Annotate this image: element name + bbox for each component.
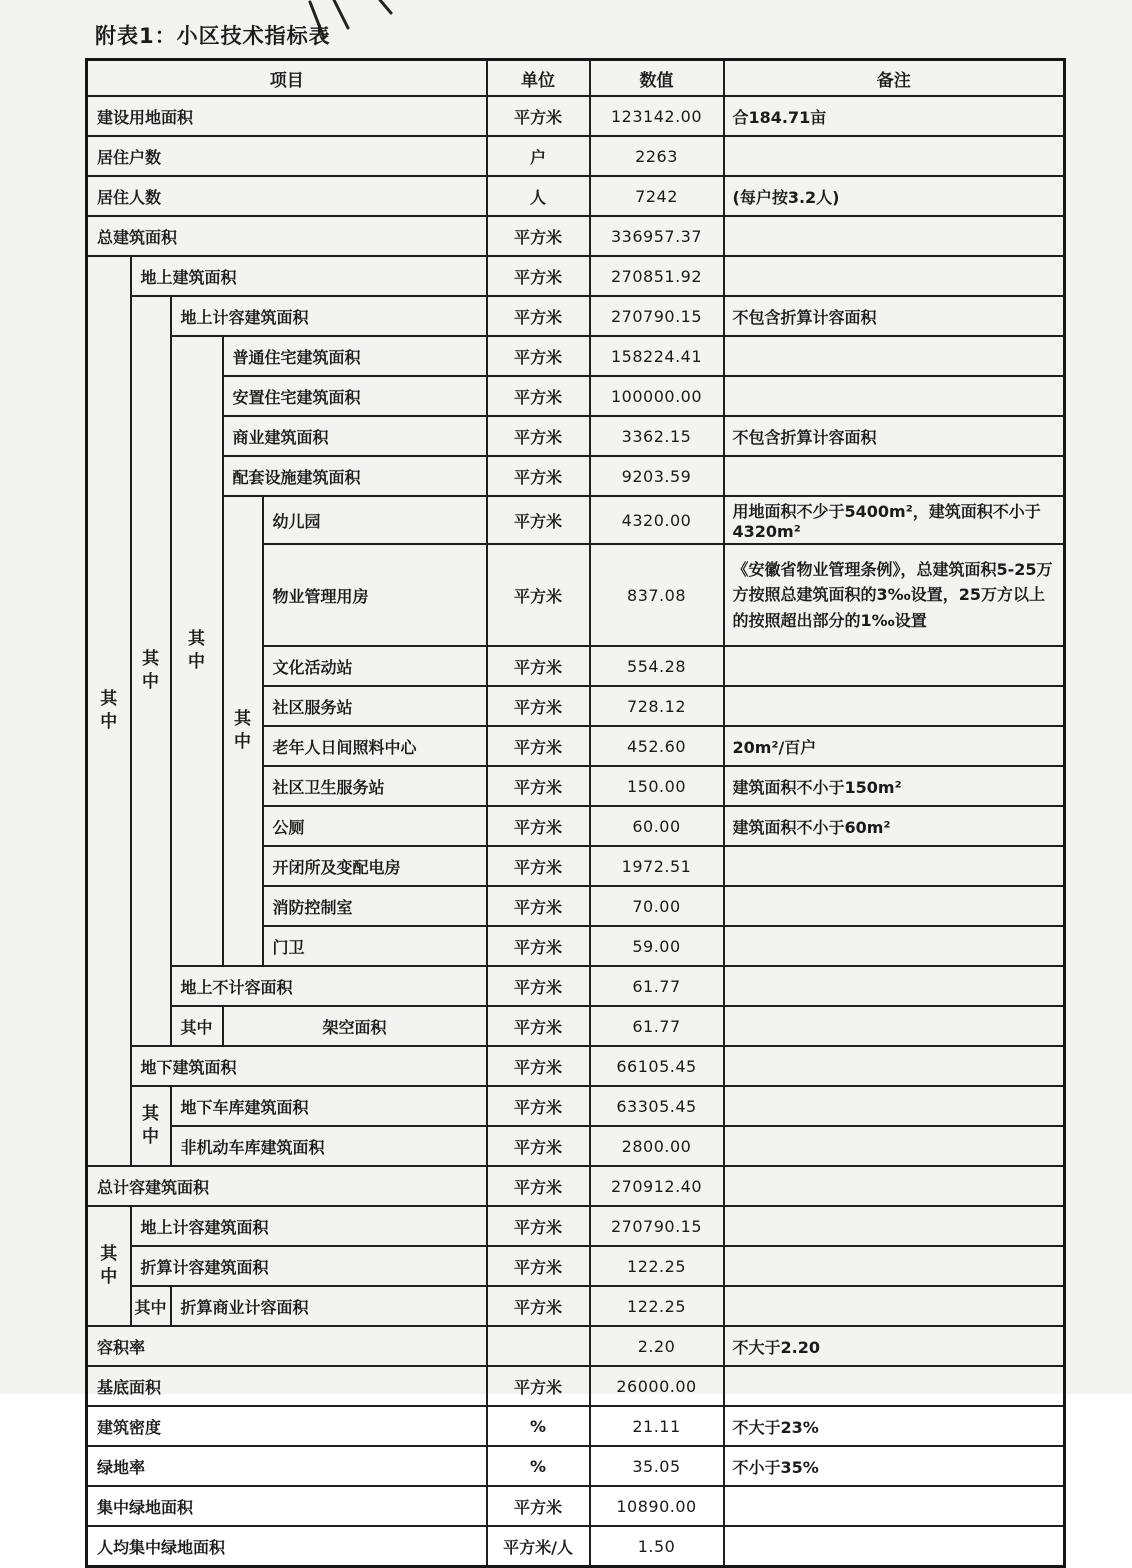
unit-cell: 平方米 [487,646,590,686]
unit-cell: 平方米 [487,1126,590,1166]
unit-cell: 平方米 [487,846,590,886]
value-cell: 2800.00 [590,1126,724,1166]
value-cell: 61.77 [590,1006,724,1046]
remark-cell [724,1366,1065,1406]
value-cell: 270912.40 [590,1166,724,1206]
unit-cell: 平方米 [487,456,590,496]
unit-cell: 平方米 [487,686,590,726]
item-cell: 架空面积 [223,1006,487,1046]
col-header-unit: 单位 [487,60,590,97]
unit-cell: 人 [487,176,590,216]
unit-cell: 平方米 [487,766,590,806]
page-title: 附表1：小区技术指标表 [95,24,331,48]
value-cell: 10890.00 [590,1486,724,1526]
merge-label-vertical: 其中 [87,1206,131,1326]
item-cell: 总建筑面积 [87,216,487,256]
table-row [87,456,1065,496]
merge-label-vertical: 其中 [87,256,131,1166]
item-cell: 安置住宅建筑面积 [223,376,487,416]
remark-cell [724,686,1065,726]
item-cell: 文化活动站 [263,646,487,686]
remark-cell: 不小于35% [724,1446,1065,1486]
remark-cell: 20m²/百户 [724,726,1065,766]
merge-label-vertical: 其中 [171,336,223,966]
value-cell: 123142.00 [590,96,724,136]
unit-cell [487,1326,590,1366]
unit-cell: 平方米 [487,256,590,296]
value-cell: 270790.15 [590,1206,724,1246]
col-header-remark: 备注 [724,60,1065,97]
item-cell: 建筑密度 [87,1406,487,1446]
value-cell: 35.05 [590,1446,724,1486]
value-cell: 60.00 [590,806,724,846]
col-header-value: 数值 [590,60,724,97]
remark-cell [724,1166,1065,1206]
item-cell: 地下车库建筑面积 [171,1086,487,1126]
unit-cell: 平方米 [487,416,590,456]
unit-cell: 平方米 [487,1086,590,1126]
table-row [87,136,1065,176]
value-cell: 63305.45 [590,1086,724,1126]
remark-cell [724,336,1065,376]
unit-cell: 户 [487,136,590,176]
item-cell: 集中绿地面积 [87,1486,487,1526]
unit-cell: 平方米 [487,216,590,256]
item-cell: 折算商业计容面积 [171,1286,487,1326]
unit-cell: 平方米 [487,1206,590,1246]
value-cell: 26000.00 [590,1366,724,1406]
unit-cell: 平方米 [487,1166,590,1206]
unit-cell: 平方米/人 [487,1526,590,1567]
table-row [87,966,1065,1006]
value-cell: 728.12 [590,686,724,726]
table-row [87,1446,1065,1486]
unit-cell: 平方米 [487,926,590,966]
unit-cell: 平方米 [487,806,590,846]
value-cell: 554.28 [590,646,724,686]
value-cell: 270790.15 [590,296,724,336]
item-cell: 总计容建筑面积 [87,1166,487,1206]
value-cell: 270851.92 [590,256,724,296]
table-row [87,1366,1065,1406]
unit-cell: 平方米 [487,544,590,646]
remark-cell: 建筑面积不小于60m² [724,806,1065,846]
item-cell: 门卫 [263,926,487,966]
unit-cell: 平方米 [487,1046,590,1086]
remark-cell [724,1206,1065,1246]
item-cell: 社区服务站 [263,686,487,726]
remark-cell [724,1526,1065,1567]
item-cell: 地上不计容面积 [171,966,487,1006]
remark-cell [724,1246,1065,1286]
remark-cell: (每户按3.2人) [724,176,1065,216]
table-row [87,336,1065,376]
unit-cell: 平方米 [487,496,590,544]
item-cell: 地上计容建筑面积 [131,1206,487,1246]
table-row [87,1126,1065,1166]
value-cell: 150.00 [590,766,724,806]
unit-cell: 平方米 [487,1286,590,1326]
value-cell: 122.25 [590,1286,724,1326]
indicators-table [85,58,1066,1568]
value-cell: 122.25 [590,1246,724,1286]
table-row [87,176,1065,216]
unit-cell: 平方米 [487,726,590,766]
unit-cell: 平方米 [487,1366,590,1406]
item-cell: 地下建筑面积 [131,1046,487,1086]
remark-cell: 用地面积不少于5400m²，建筑面积不小于4320m² [724,496,1065,544]
table-row [87,256,1065,296]
remark-cell [724,1286,1065,1326]
remark-cell [724,886,1065,926]
item-cell: 物业管理用房 [263,544,487,646]
unit-cell: 平方米 [487,1006,590,1046]
unit-cell: % [487,1446,590,1486]
table-row [87,1526,1065,1567]
remark-cell: 合184.71亩 [724,96,1065,136]
table-row [87,1046,1065,1086]
item-cell: 人均集中绿地面积 [87,1526,487,1567]
item-cell: 居住户数 [87,136,487,176]
remark-cell [724,256,1065,296]
unit-cell: 平方米 [487,886,590,926]
unit-cell: 平方米 [487,1486,590,1526]
remark-cell: 不大于23% [724,1406,1065,1446]
merge-label-inline: 其中 [131,1286,171,1326]
value-cell: 2.20 [590,1326,724,1366]
remark-cell: 不包含折算计容面积 [724,416,1065,456]
remark-cell [724,216,1065,256]
remark-cell: 《安徽省物业管理条例》，总建筑面积5-25万方按照总建筑面积的3‰设置，25万方以上的按照超出部分的1‰设置 [724,544,1065,646]
item-cell: 地上计容建筑面积 [171,296,487,336]
remark-cell [724,1086,1065,1126]
merge-label-inline: 其中 [171,1006,223,1046]
value-cell: 59.00 [590,926,724,966]
col-header-item: 项目 [87,60,487,97]
remark-cell [724,926,1065,966]
unit-cell: 平方米 [487,296,590,336]
value-cell: 4320.00 [590,496,724,544]
value-cell: 336957.37 [590,216,724,256]
item-cell: 绿地率 [87,1446,487,1486]
remark-cell [724,646,1065,686]
table-row [87,416,1065,456]
table-row [87,1246,1065,1286]
table-body [87,96,1065,1567]
item-cell: 普通住宅建筑面积 [223,336,487,376]
unit-cell: 平方米 [487,336,590,376]
header-row [87,60,1065,97]
merge-label-vertical: 其中 [131,1086,171,1166]
table-row [87,1086,1065,1126]
item-cell: 公厕 [263,806,487,846]
value-cell: 158224.41 [590,336,724,376]
remark-cell: 不大于2.20 [724,1326,1065,1366]
unit-cell: 平方米 [487,1246,590,1286]
value-cell: 452.60 [590,726,724,766]
value-cell: 1.50 [590,1526,724,1567]
value-cell: 2263 [590,136,724,176]
remark-cell [724,846,1065,886]
remark-cell [724,136,1065,176]
remark-cell [724,1486,1065,1526]
table-row [87,216,1065,256]
unit-cell: 平方米 [487,966,590,1006]
remark-cell: 建筑面积不小于150m² [724,766,1065,806]
item-cell: 居住人数 [87,176,487,216]
remark-cell [724,1126,1065,1166]
unit-cell: % [487,1406,590,1446]
value-cell: 7242 [590,176,724,216]
value-cell: 21.11 [590,1406,724,1446]
unit-cell: 平方米 [487,96,590,136]
table-row [87,96,1065,136]
value-cell: 61.77 [590,966,724,1006]
table-row [87,1406,1065,1446]
item-cell: 配套设施建筑面积 [223,456,487,496]
value-cell: 70.00 [590,886,724,926]
remark-cell: 不包含折算计容面积 [724,296,1065,336]
item-cell: 建设用地面积 [87,96,487,136]
table-row [87,296,1065,336]
merge-label-vertical: 其中 [223,496,263,966]
item-cell: 社区卫生服务站 [263,766,487,806]
table-row [87,1326,1065,1366]
value-cell: 66105.45 [590,1046,724,1086]
merge-label-vertical: 其中 [131,296,171,1046]
table-row [87,496,1065,544]
table-row [87,1286,1065,1326]
table-row [87,376,1065,416]
table-row [87,1166,1065,1206]
unit-cell: 平方米 [487,376,590,416]
value-cell: 837.08 [590,544,724,646]
item-cell: 老年人日间照料中心 [263,726,487,766]
remark-cell [724,1006,1065,1046]
item-cell: 基底面积 [87,1366,487,1406]
item-cell: 非机动车库建筑面积 [171,1126,487,1166]
value-cell: 100000.00 [590,376,724,416]
remark-cell [724,376,1065,416]
remark-cell [724,456,1065,496]
remark-cell [724,1046,1065,1086]
value-cell: 3362.15 [590,416,724,456]
value-cell: 9203.59 [590,456,724,496]
item-cell: 商业建筑面积 [223,416,487,456]
table-row [87,1006,1065,1046]
table-row [87,1206,1065,1246]
item-cell: 折算计容建筑面积 [131,1246,487,1286]
item-cell: 开闭所及变配电房 [263,846,487,886]
remark-cell [724,966,1065,1006]
item-cell: 幼儿园 [263,496,487,544]
item-cell: 消防控制室 [263,886,487,926]
value-cell: 1972.51 [590,846,724,886]
item-cell: 容积率 [87,1326,487,1366]
item-cell: 地上建筑面积 [131,256,487,296]
table-row [87,1486,1065,1526]
